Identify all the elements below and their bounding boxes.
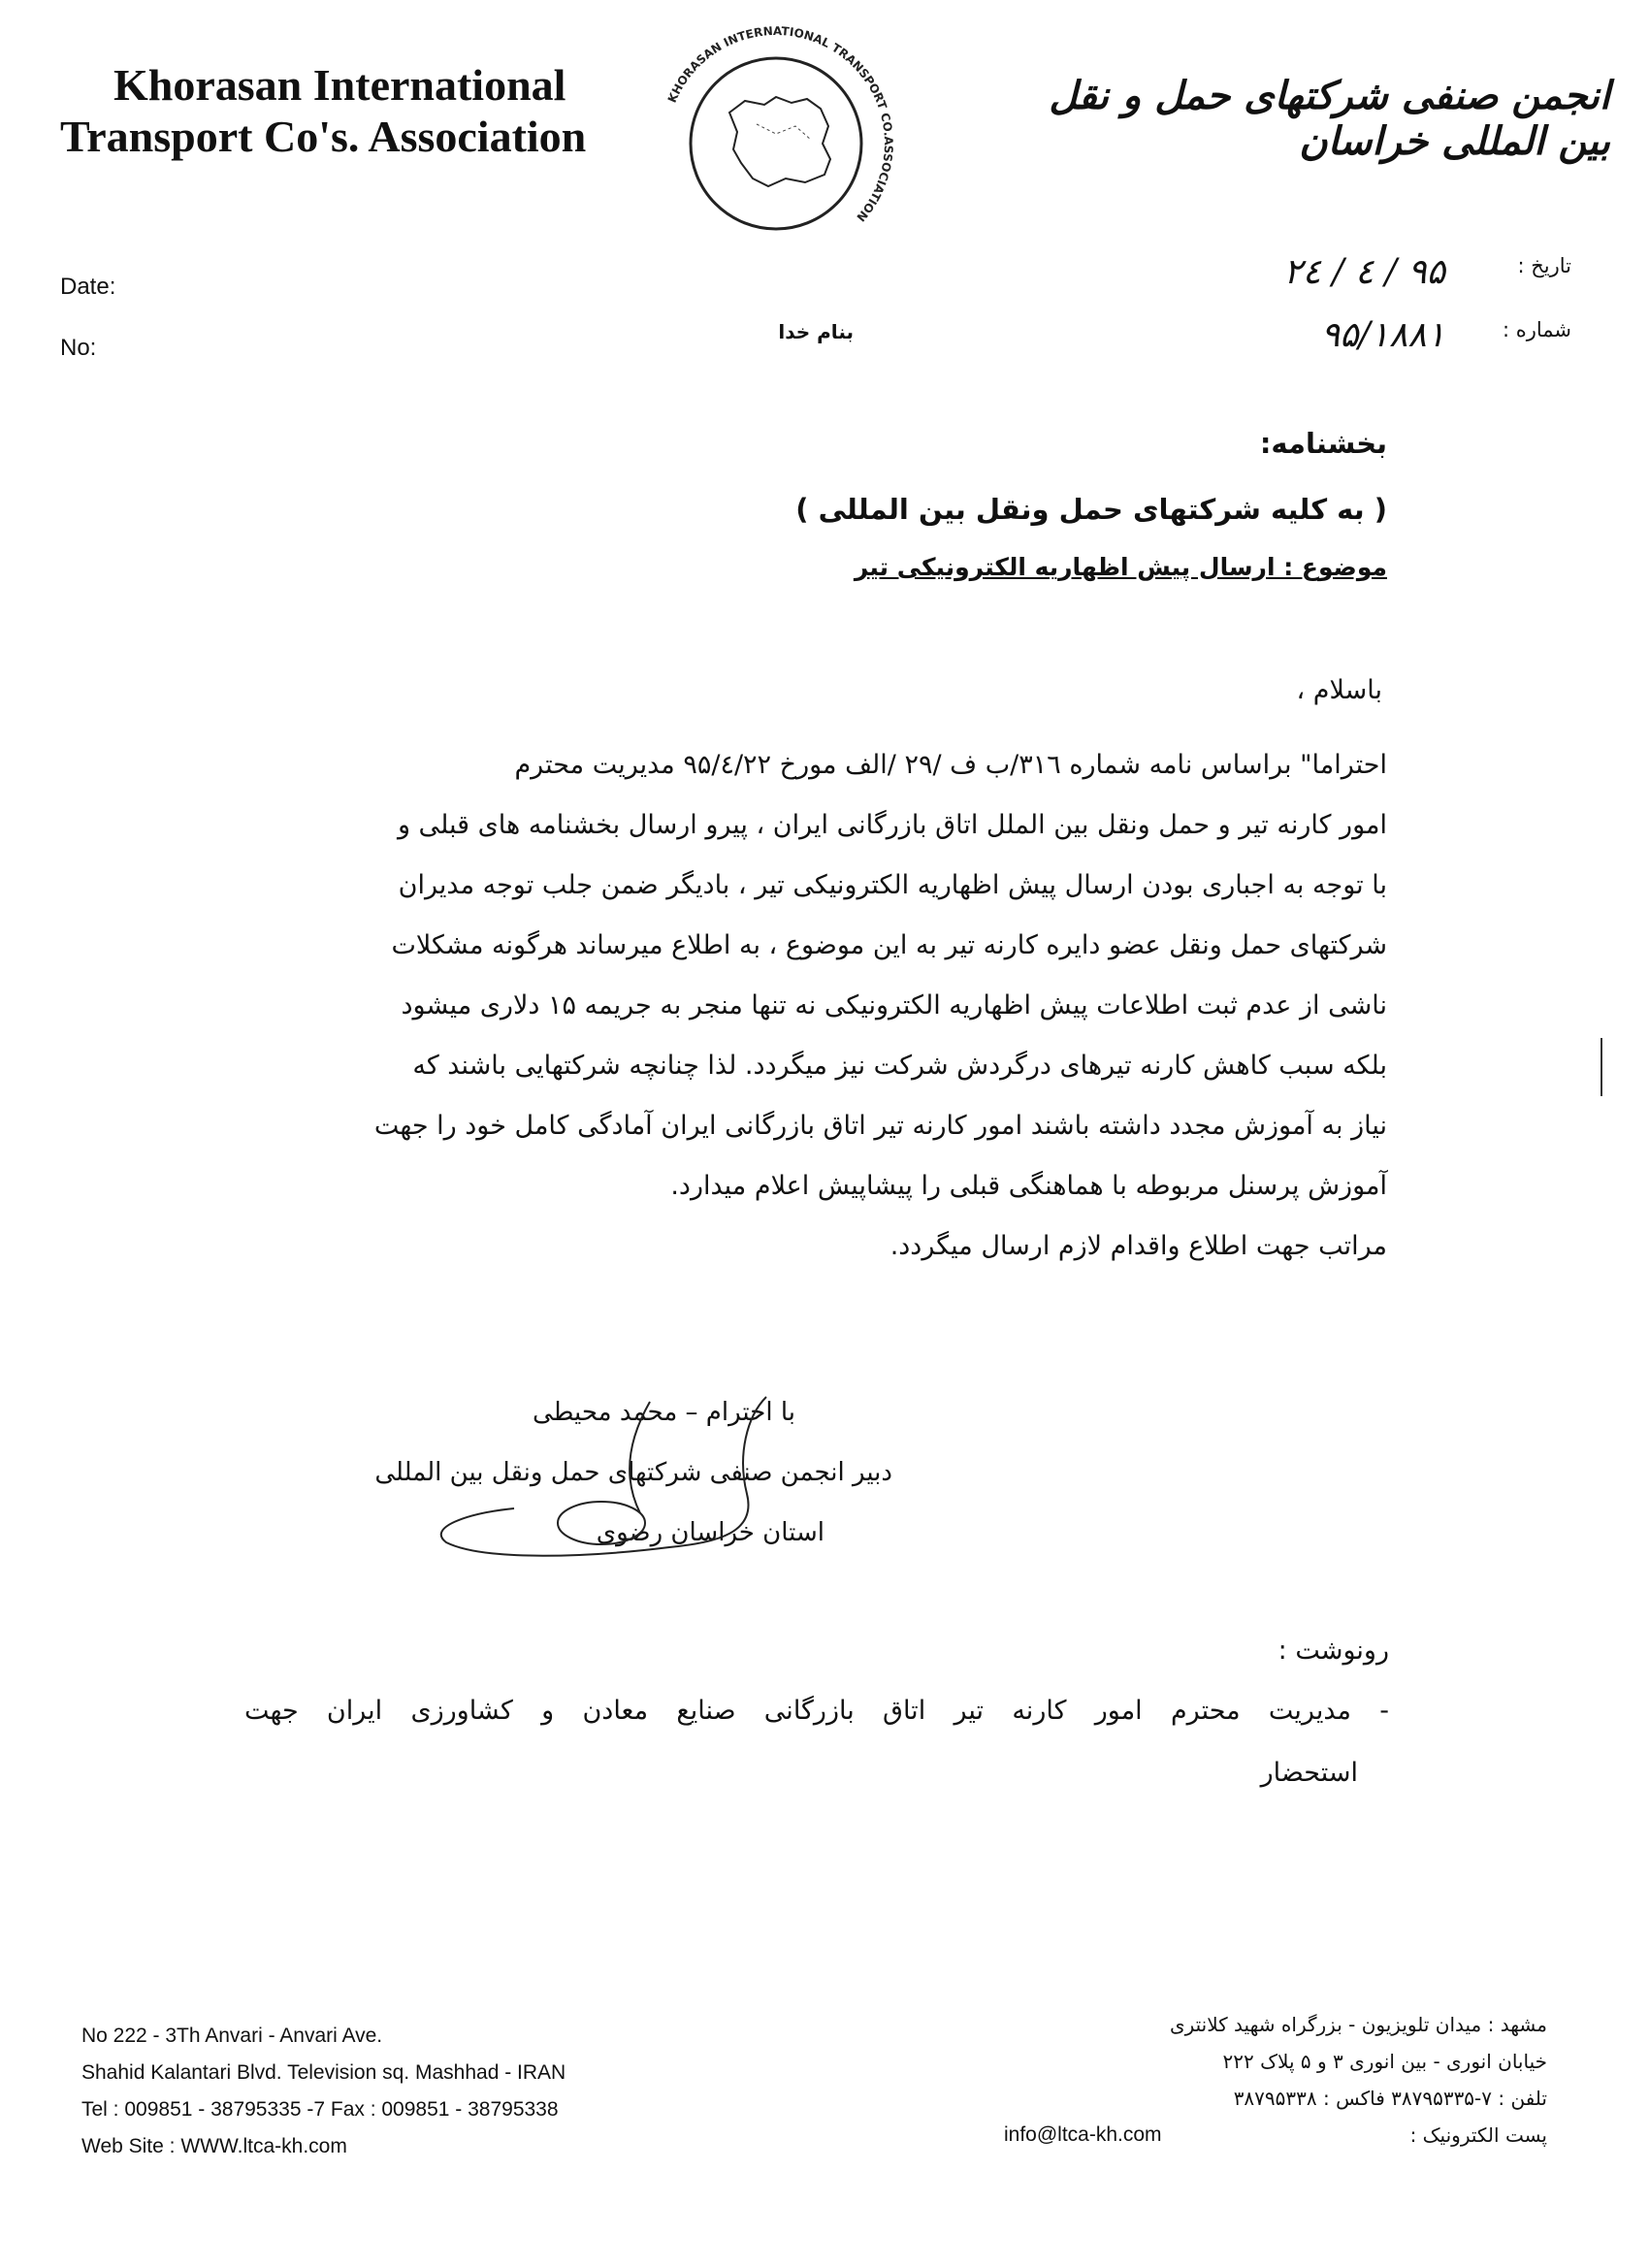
- number-label-fa: شماره :: [1502, 318, 1571, 341]
- footer-address-en: [81, 2018, 780, 2165]
- subject-line: موضوع : ارسال پیش اظهاریه الکترونیکی تیر: [854, 553, 1387, 581]
- letter-body: [231, 735, 1387, 1277]
- cc-title: رونوشت :: [1277, 1636, 1389, 1666]
- date-label-en: Date:: [60, 274, 116, 300]
- footer-fa-line-3: تلفن : ۷-۳۸۷۹۵۳۳۵ فاکس : ۳۸۷۹۵۳۳۸: [1233, 2087, 1547, 2110]
- basmala: بنام خدا: [778, 320, 854, 343]
- footer-fa-line-1: مشهد : میدان تلویزیون - بزرگراه شهید کلانتری: [1169, 2013, 1547, 2036]
- handwritten-signature-icon: [427, 1377, 776, 1581]
- org-name-fa: انجمن صنفی شرکتهای حمل و نقل بین المللی خراسان: [1049, 73, 1610, 164]
- seal-ring-text: KHORASAN INTERNATIONAL TRANSPORT CO.ASSOCIATION: [664, 23, 896, 224]
- body-line: احتراما" براساس نامه شماره ۳۱٦/ب ف /۲۹ /الف مورخ ۹۵/٤/۲۲ مدیریت محترم: [514, 750, 1387, 780]
- footer-en-line: Shahid Kalantari Blvd. Television sq. Mashhad - IRAN: [81, 2061, 566, 2084]
- footer-email-label: پست الکترونیک :: [1409, 2123, 1547, 2147]
- recipient-line: ( به کلیه شرکتهای حمل ونقل بین المللی ): [795, 493, 1387, 526]
- svg-text:KHORASAN INTERNATIONAL TRANSPO: [665, 24, 895, 224]
- org-name-en-line2: Transport Co's. Association: [60, 111, 587, 161]
- footer-en-line: Web Site : WWW.ltca-kh.com: [81, 2135, 347, 2157]
- number-value: ۹۵/۱۸۸۱: [1320, 315, 1445, 355]
- footer-address-fa: [1004, 2006, 1547, 2154]
- no-label-en: No:: [60, 335, 97, 361]
- body-line: شرکتهای حمل ونقل عضو دایره کارنه تیر به این موضوع ، به اطلاع میرساند هرگونه مشکلات: [391, 930, 1387, 960]
- greeting: باسلام ،: [1296, 675, 1382, 705]
- body-line: ناشی از عدم ثبت اطلاعات پیش اظهاریه الکترونیکی نه تنها منجر به جریمه ۱۵ دلاری میشود: [401, 990, 1387, 1021]
- signature-line-3: استان خراسان رضوی: [596, 1518, 824, 1547]
- signature-line-1: با احترام – محمد محیطی: [533, 1398, 795, 1427]
- footer-email-row: [1004, 2117, 1547, 2154]
- body-line: با توجه به اجباری بودن ارسال پیش اظهاریه الکترونیکی تیر ، بادیگر ضمن جلب توجه مدیران: [398, 870, 1387, 900]
- org-name-en-line1: Khorasan International: [113, 60, 566, 110]
- date-value: ۹۵ / ٤ / ۲٤: [1283, 252, 1445, 292]
- body-line: امور کارنه تیر و حمل ونقل بین الملل اتاق بازرگانی ایران ، پیرو ارسال بخشنامه های قبلی و: [397, 810, 1387, 840]
- circular-title: بخشنامه:: [1259, 427, 1387, 460]
- body-line: نیاز به آموزش مجدد داشته باشند امور کارنه تیر اتاق بازرگانی ایران آمادگی کامل خود را جهت: [373, 1111, 1387, 1141]
- footer-fa-line-2: خیابان انوری - بین انوری ۳ و ۵ پلاک ۲۲۲: [1222, 2050, 1547, 2073]
- cc-line-1: - مدیریت محترم امور کارنه تیر اتاق بازرگانی صنایع معادن و کشاورزی ایران جهت: [244, 1696, 1389, 1726]
- body-line: بلکه سبب کاهش کارنه تیرهای درگردش شرکت نیز میگردد. لذا چنانچه شرکتهایی باشند که: [412, 1051, 1387, 1081]
- closing-line: مراتب جهت اطلاع واقدام لازم ارسال میگردد.: [889, 1231, 1387, 1261]
- iran-map-seal-icon: [640, 8, 912, 279]
- cc-line-2: استحضار: [1260, 1758, 1358, 1788]
- footer-email[interactable]: info@ltca-kh.com: [1004, 2123, 1162, 2146]
- org-name-en: [60, 60, 642, 163]
- margin-mark: [1600, 1038, 1602, 1096]
- date-label-fa: تاریخ :: [1517, 254, 1571, 277]
- footer-en-line: Tel : 009851 - 38795335 -7 Fax : 009851 - 38795338: [81, 2098, 559, 2121]
- signature-line-2: دبیر انجمن صنفی شرکتهای حمل ونقل بین المللی: [374, 1458, 892, 1487]
- footer-en-line: No 222 - 3Th Anvari - Anvari Ave.: [81, 2025, 383, 2047]
- body-line: آموزش پرسنل مربوطه با هماهنگی قبلی را پیشاپیش اعلام میدارد.: [670, 1171, 1387, 1201]
